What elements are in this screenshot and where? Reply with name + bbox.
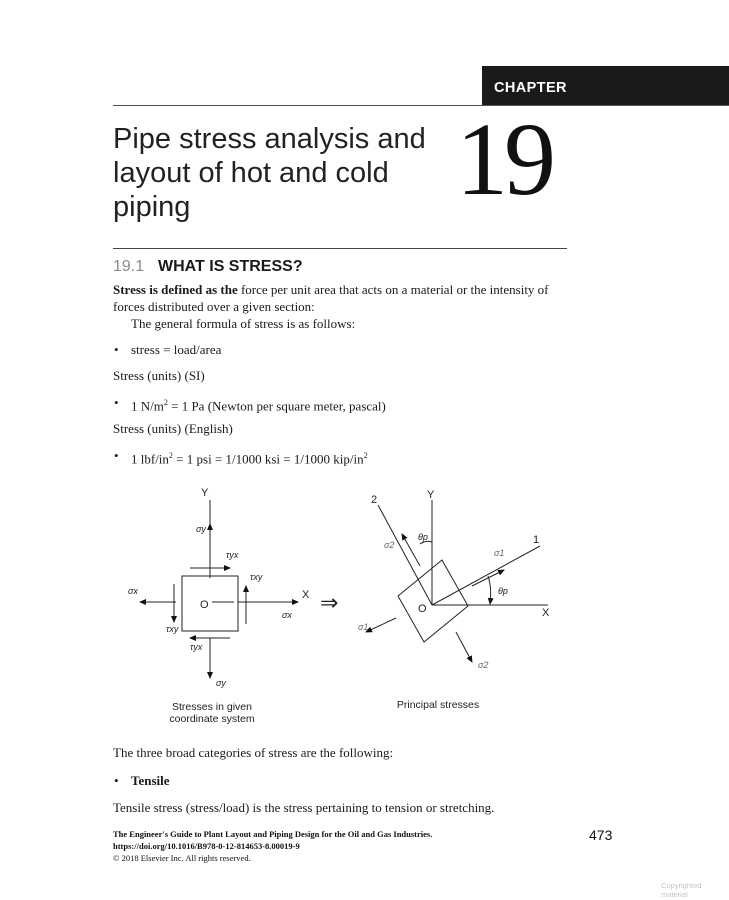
sigma-2-top-label: σ2 [384, 540, 395, 550]
footer-doi-link[interactable]: https://doi.org/10.1016/B978-0-12-814653-8.00019-9 [113, 841, 300, 851]
section-title: WHAT IS STRESS? [158, 258, 303, 275]
axis-2-label: 2 [371, 494, 378, 506]
tensile-text: Tensile stress (stress/load) is the stress pertaining to tension or stretching. [113, 800, 495, 815]
sigma-1-left-label: σ1 [358, 622, 369, 632]
sigma-y-top-label: σy [196, 524, 206, 534]
english-units-text: 1 lbf/in [131, 451, 169, 467]
section-rule [113, 248, 567, 249]
english-units-heading: Stress (units) (English) [113, 421, 233, 436]
chapter-title-line: layout of hot and cold [113, 157, 389, 189]
stress-figure [115, 480, 585, 730]
chapter-number: 19 [456, 102, 552, 217]
sigma-x-right-label: σx [282, 610, 292, 620]
top-rule [113, 105, 729, 106]
axis-1-label: 1 [533, 534, 540, 546]
right-caption: Principal stresses [396, 699, 480, 711]
english-units-text: = 1 psi = 1/1000 ksi = 1/1000 kip/in [172, 451, 364, 467]
theta-arc-right [488, 576, 491, 604]
rotated-element [398, 560, 468, 642]
chapter-title-line: Pipe stress analysis and [113, 123, 426, 155]
chapter-title [113, 122, 443, 224]
theta-p-right-label: θp [498, 586, 508, 596]
chapter-label: CHAPTER [494, 80, 567, 96]
footer-copyright: © 2018 Elsevier Inc. All rights reserved. [113, 853, 251, 863]
axis-1-line [432, 546, 540, 605]
definition-line-2: forces distributed over a given section: [113, 299, 315, 314]
sigma-2-bottom-label: σ2 [478, 660, 489, 670]
left-caption-line-1: Stresses in given [172, 701, 252, 713]
tau-yx-bottom-label: τyx [190, 642, 203, 652]
left-y-axis-label: Y [201, 487, 209, 499]
tau-yx-top-label: τyx [226, 550, 239, 560]
sigma-1-right-arrow [472, 570, 504, 586]
superscript: 2 [363, 451, 368, 460]
left-stress-diagram [140, 500, 298, 678]
tau-xy-left-label: τxy [166, 624, 179, 634]
categories-intro: The three broad categories of stress are the following: [113, 745, 394, 760]
left-x-axis-label: X [302, 589, 310, 601]
si-units-bullet [131, 394, 386, 414]
superscript: 2 [163, 398, 168, 407]
bullet: • [114, 342, 119, 357]
right-x-axis-label: X [542, 607, 550, 619]
definition-paragraph [113, 281, 549, 298]
sigma-x-left-label: σx [128, 586, 138, 596]
right-principal-diagram [366, 500, 548, 662]
english-units-bullet [131, 447, 368, 467]
sigma-1-top-label: σ1 [494, 548, 505, 558]
left-caption-line-2: coordinate system [169, 713, 255, 725]
formula-intro: The general formula of stress is as follows: [131, 316, 356, 331]
transform-arrow: ⇒ [320, 590, 339, 615]
si-units-text: 1 N/m [131, 398, 164, 414]
bullet: • [114, 773, 119, 788]
right-y-axis-label: Y [427, 489, 435, 501]
copyright-watermark: Copyrighted material [661, 881, 702, 899]
bullet: • [114, 448, 119, 463]
sigma-2-bottom-arrow [456, 632, 472, 662]
definition-bold: Stress is defined as the [113, 282, 238, 297]
sigma-y-bottom-label: σy [216, 678, 226, 688]
section-number: 19.1 [113, 258, 145, 275]
theta-p-top-label: θp [418, 532, 428, 542]
stress-element [182, 576, 238, 631]
page-number: 473 [589, 827, 613, 843]
formula-bullet: stress = load/area [131, 342, 222, 357]
left-origin-label: O [200, 599, 209, 611]
tau-xy-right-label: τxy [250, 572, 263, 582]
si-units-heading: Stress (units) (SI) [113, 368, 205, 383]
footer-book-title: The Engineer's Guide to Plant Layout and Piping Design for the Oil and Gas Industries. [113, 829, 433, 839]
definition-text: force per unit area that acts on a material or the intensity of [237, 282, 549, 297]
superscript: 2 [168, 451, 173, 460]
si-units-text: = 1 Pa (Newton per square meter, pascal) [167, 398, 386, 414]
sigma-1-left-arrow [366, 618, 396, 632]
bullet: • [114, 395, 119, 410]
right-origin-label: O [418, 603, 427, 615]
chapter-title-line: piping [113, 191, 191, 223]
tensile-label: Tensile [131, 773, 170, 788]
